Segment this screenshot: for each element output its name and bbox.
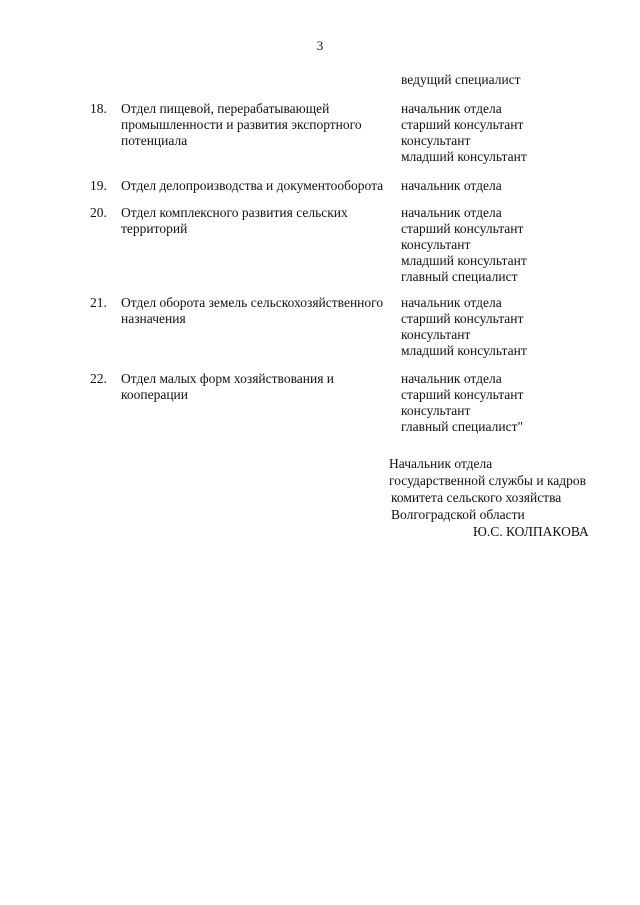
position-item: консультант: [401, 133, 471, 148]
signatory-name: Ю.С. КОЛПАКОВА: [473, 524, 589, 539]
position-item: консультант: [401, 327, 471, 342]
position-item: младший консультант: [401, 343, 527, 358]
department-name: Отдел делопроизводства и документооборота: [121, 178, 384, 193]
position-list: [401, 178, 640, 194]
department-name: Отдел пищевой, перерабатывающей промышленности и развития экспортного потенциала: [121, 101, 362, 148]
position-item: младший консультант: [401, 149, 527, 164]
signatory-title: Волгоградской области: [391, 507, 525, 522]
carryover-position: ведущий специалист: [401, 72, 521, 87]
position-item: младший консультант: [401, 253, 527, 268]
position-list: [401, 101, 640, 165]
department-name: Отдел комплексного развития сельских территорий: [121, 205, 348, 236]
position-list: [401, 205, 640, 285]
position-list: [401, 371, 640, 435]
position-item: начальник отдела: [401, 178, 502, 193]
position-item: главный специалист": [401, 419, 523, 434]
position-list: [401, 295, 640, 359]
position-item: старший консультант: [401, 221, 524, 236]
department-name: Отдел малых форм хозяйствования и кооперации: [121, 371, 335, 402]
position-item: начальник отдела: [401, 101, 502, 116]
position-item: старший консультант: [401, 311, 524, 326]
position-item: главный специалист: [401, 269, 518, 284]
entry-number: 20.: [90, 205, 107, 220]
page-number: 3: [316, 38, 324, 53]
entry-number: 19.: [90, 178, 107, 193]
position-item: старший консультант: [401, 387, 524, 402]
position-item: консультант: [401, 403, 471, 418]
signatory-title: Начальник отдела: [389, 456, 493, 471]
position-item: начальник отдела: [401, 205, 502, 220]
signatory-title: государственной службы и кадров: [389, 473, 587, 488]
position-item: начальник отдела: [401, 371, 502, 386]
position-item: консультант: [401, 237, 471, 252]
entry-number: 22.: [90, 371, 107, 386]
entry-number: 21.: [90, 295, 107, 310]
position-item: старший консультант: [401, 117, 524, 132]
signatory-title: комитета сельского хозяйства: [391, 490, 562, 505]
department-name: Отдел оборота земель сельскохозяйственного назначения: [121, 295, 384, 326]
signature-block: [389, 455, 589, 540]
entry-number: 18.: [90, 101, 107, 116]
position-item: начальник отдела: [401, 295, 502, 310]
